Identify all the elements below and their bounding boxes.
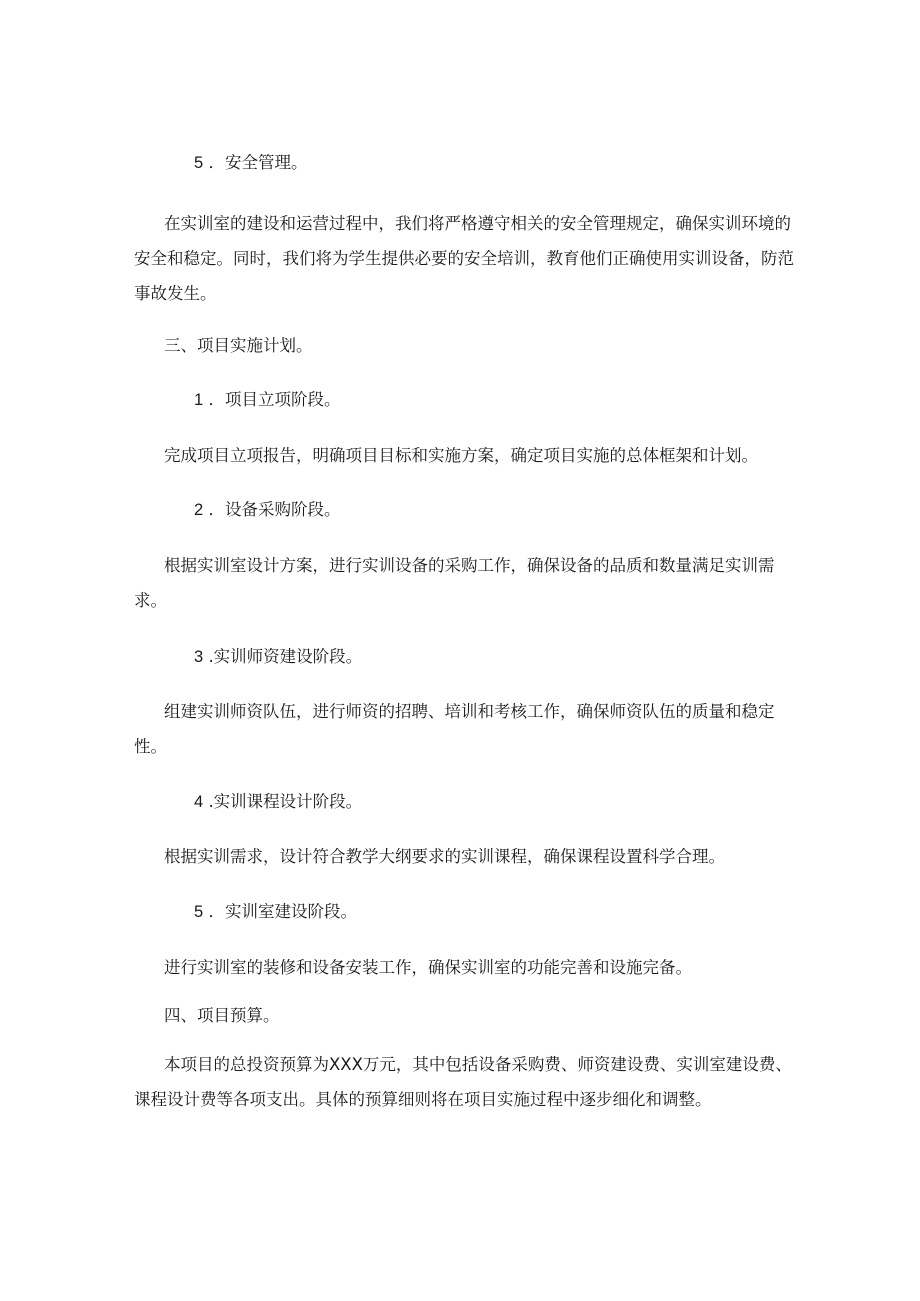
paragraph-curriculum: 根据实训需求，设计符合教学大纲要求的实训课程，确保课程设置科学合理。 <box>164 847 725 866</box>
paragraph-budget: 本项目的总投资预算为XXX万元，其中包括设备采购费、师资建设费、实训室建设费、课程设计费等各项支出。具体的预算细则将在项目实施过程中逐步细化和调整。 <box>134 1055 792 1109</box>
heading-1-initiation <box>134 382 804 418</box>
heading-5-construction <box>134 894 804 930</box>
heading-4-curriculum <box>134 784 804 820</box>
item-number: 3 <box>194 648 204 666</box>
section-heading-4: 四、项目预算。 <box>164 1006 280 1025</box>
section-heading-3: 三、项目实施计划。 <box>164 336 313 355</box>
item-number: 4 <box>194 793 204 811</box>
paragraph-initiation: 完成项目立项报告，明确项目目标和实施方案，确定项目实施的总体框架和计划。 <box>164 446 758 465</box>
paragraph-safety: 在实训室的建设和运营过程中，我们将严格遵守相关的安全管理规定，确保实训环境的安全和稳定。同时，我们将为学生提供必要的安全培训，教育他们正确使用实训设备，防范事故发生。 <box>134 214 794 303</box>
heading-2-procurement <box>134 492 804 528</box>
heading-5-safety <box>134 145 804 181</box>
heading-text: ．安全管理。 <box>208 153 308 172</box>
item-number: 5 <box>194 903 204 921</box>
heading-text: .实训课程设计阶段。 <box>208 792 363 811</box>
item-number: 2 <box>194 501 204 519</box>
heading-text: ．实训室建设阶段。 <box>208 902 357 921</box>
heading-text: ．项目立项阶段。 <box>208 390 341 409</box>
paragraph-construction: 进行实训室的装修和设备安装工作，确保实训室的功能完善和设施完备。 <box>164 958 692 977</box>
paragraph-procurement: 根据实训室设计方案，进行实训设备的采购工作，确保设备的品质和数量满足实训需求。 <box>134 556 775 610</box>
item-number: 1 <box>194 391 204 409</box>
heading-3-faculty <box>134 639 804 675</box>
paragraph-faculty: 组建实训师资队伍，进行师资的招聘、培训和考核工作，确保师资队伍的质量和稳定性。 <box>134 702 775 756</box>
heading-text: .实训师资建设阶段。 <box>208 647 363 666</box>
heading-text: ．设备采购阶段。 <box>208 500 341 519</box>
item-number: 5 <box>194 154 204 172</box>
